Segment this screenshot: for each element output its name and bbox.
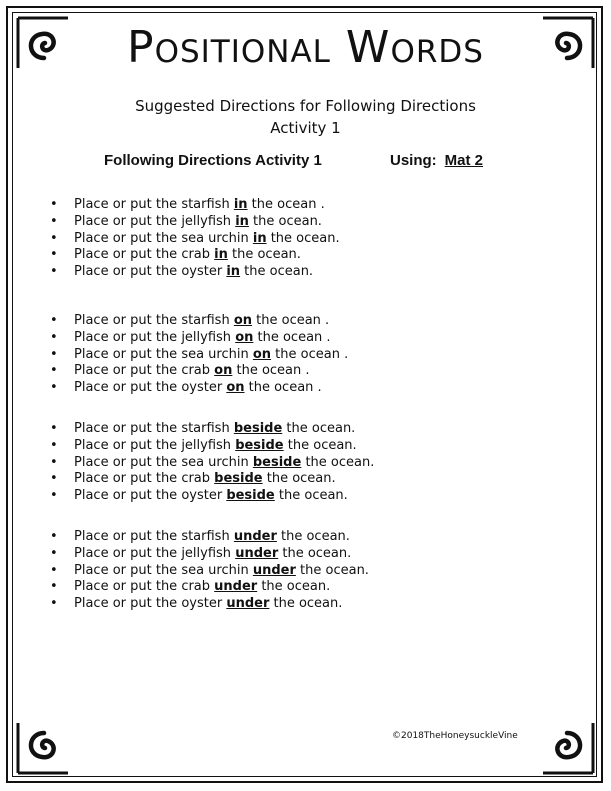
list-item: [50, 455, 374, 472]
list-item: [50, 579, 369, 596]
list-item: [50, 347, 348, 364]
direction-group-in: [50, 197, 340, 281]
direction-text: Place or put the starfish: [74, 313, 234, 328]
direction-text: Place or put the oyster: [74, 488, 227, 504]
direction-text: the ocean.: [282, 421, 356, 436]
bullet: •: [50, 230, 58, 246]
direction-text: Place or put the oyster: [74, 380, 227, 396]
bullet: •: [50, 213, 58, 229]
direction-text: the ocean.: [269, 596, 343, 612]
bullet: •: [50, 562, 58, 578]
list-item: [50, 197, 340, 214]
list-item: [50, 438, 374, 455]
direction-text: Place or put the sea urchin: [74, 346, 253, 362]
bullet: •: [50, 579, 58, 595]
direction-text: Place or put the jellyfish: [74, 545, 236, 561]
positional-word: on: [226, 380, 245, 396]
direction-text: the ocean.: [248, 213, 322, 229]
direction-text: the ocean .: [271, 346, 349, 362]
direction-text: the ocean.: [295, 562, 369, 578]
positional-word: under: [235, 545, 279, 561]
direction-text: Place or put the jellyfish: [74, 437, 236, 453]
positional-word: in: [214, 247, 228, 263]
activity-heading: Following Directions Activity 1: [104, 152, 322, 169]
list-item: [50, 529, 369, 546]
direction-text: Place or put the sea urchin: [74, 230, 253, 246]
bullet: •: [50, 363, 58, 379]
positional-word: on: [233, 313, 253, 328]
direction-text: the ocean .: [252, 313, 330, 328]
positional-word: beside: [233, 421, 283, 436]
direction-text: the ocean.: [262, 471, 336, 487]
positional-word: under: [252, 562, 296, 578]
direction-text: Place or put the sea urchin: [74, 454, 253, 470]
direction-text: the ocean .: [247, 197, 325, 212]
bullet: •: [50, 247, 58, 263]
swirl-corner-icon: [14, 719, 72, 777]
direction-group-on: [50, 313, 348, 397]
direction-text: the ocean.: [227, 247, 301, 263]
bullet: •: [50, 529, 58, 544]
swirl-corner-icon: [539, 719, 597, 777]
direction-text: the ocean.: [276, 529, 350, 544]
bullet: •: [50, 264, 58, 280]
positional-word: in: [235, 213, 249, 229]
bullet: •: [50, 545, 58, 561]
subtitle-line: Activity 1: [270, 119, 341, 137]
positional-word: on: [252, 346, 272, 362]
direction-text: the ocean.: [257, 579, 331, 595]
bullet: •: [50, 471, 58, 487]
list-item: [50, 247, 340, 264]
list-item: [50, 421, 374, 438]
positional-word: beside: [235, 437, 284, 453]
direction-text: the ocean.: [240, 264, 314, 280]
direction-text: Place or put the oyster: [74, 596, 227, 612]
bullet: •: [50, 313, 58, 328]
list-item: [50, 471, 374, 488]
copyright-text: ©2018TheHoneysuckleVine: [392, 731, 518, 741]
direction-group-beside: [50, 421, 374, 505]
bullet: •: [50, 329, 58, 345]
direction-group-under: [50, 529, 369, 613]
direction-text: the ocean .: [253, 329, 331, 345]
list-item: [50, 488, 374, 505]
positional-word: beside: [214, 471, 263, 487]
bullet: •: [50, 421, 58, 436]
using-label: Using:: [390, 152, 437, 169]
direction-text: Place or put the crab: [74, 471, 215, 487]
direction-text: the ocean.: [274, 488, 348, 504]
list-item: [50, 330, 348, 347]
positional-word: on: [235, 329, 254, 345]
list-item: [50, 264, 340, 281]
direction-text: Place or put the crab: [74, 363, 215, 379]
list-item: [50, 363, 348, 380]
direction-text: Place or put the starfish: [74, 197, 234, 212]
bullet: •: [50, 380, 58, 396]
direction-text: Place or put the crab: [74, 579, 215, 595]
direction-text: Place or put the jellyfish: [74, 329, 236, 345]
positional-word: under: [226, 596, 270, 612]
bullet: •: [50, 346, 58, 362]
direction-text: Place or put the starfish: [74, 421, 234, 436]
direction-text: Place or put the starfish: [74, 529, 234, 544]
mat-name: Mat 2: [444, 152, 484, 169]
page-title: Positional Words: [127, 22, 484, 73]
positional-word: in: [252, 230, 267, 246]
list-item: [50, 214, 340, 231]
bullet: •: [50, 488, 58, 504]
direction-text: Place or put the jellyfish: [74, 213, 236, 229]
positional-word: under: [233, 529, 277, 544]
subtitle: [0, 95, 611, 139]
list-item: [50, 563, 369, 580]
positional-word: on: [214, 363, 233, 379]
positional-word: under: [214, 579, 258, 595]
positional-word: in: [233, 197, 248, 212]
bullet: •: [50, 197, 58, 212]
direction-text: the ocean.: [278, 545, 352, 561]
list-item: [50, 313, 348, 330]
bullet: •: [50, 454, 58, 470]
direction-text: the ocean.: [301, 454, 375, 470]
direction-text: Place or put the oyster: [74, 264, 227, 280]
bullet: •: [50, 437, 58, 453]
bullet: •: [50, 596, 58, 612]
direction-text: the ocean .: [244, 380, 322, 396]
direction-text: the ocean.: [283, 437, 357, 453]
positional-word: beside: [226, 488, 275, 504]
list-item: [50, 231, 340, 248]
direction-text: Place or put the crab: [74, 247, 215, 263]
list-item: [50, 596, 369, 613]
using-label-row: [390, 152, 483, 169]
direction-text: Place or put the sea urchin: [74, 562, 253, 578]
direction-text: the ocean.: [266, 230, 340, 246]
direction-text: the ocean .: [232, 363, 310, 379]
positional-word: in: [226, 264, 241, 280]
list-item: [50, 546, 369, 563]
list-item: [50, 380, 348, 397]
positional-word: beside: [252, 454, 302, 470]
subtitle-line: Suggested Directions for Following Directions: [135, 97, 476, 115]
